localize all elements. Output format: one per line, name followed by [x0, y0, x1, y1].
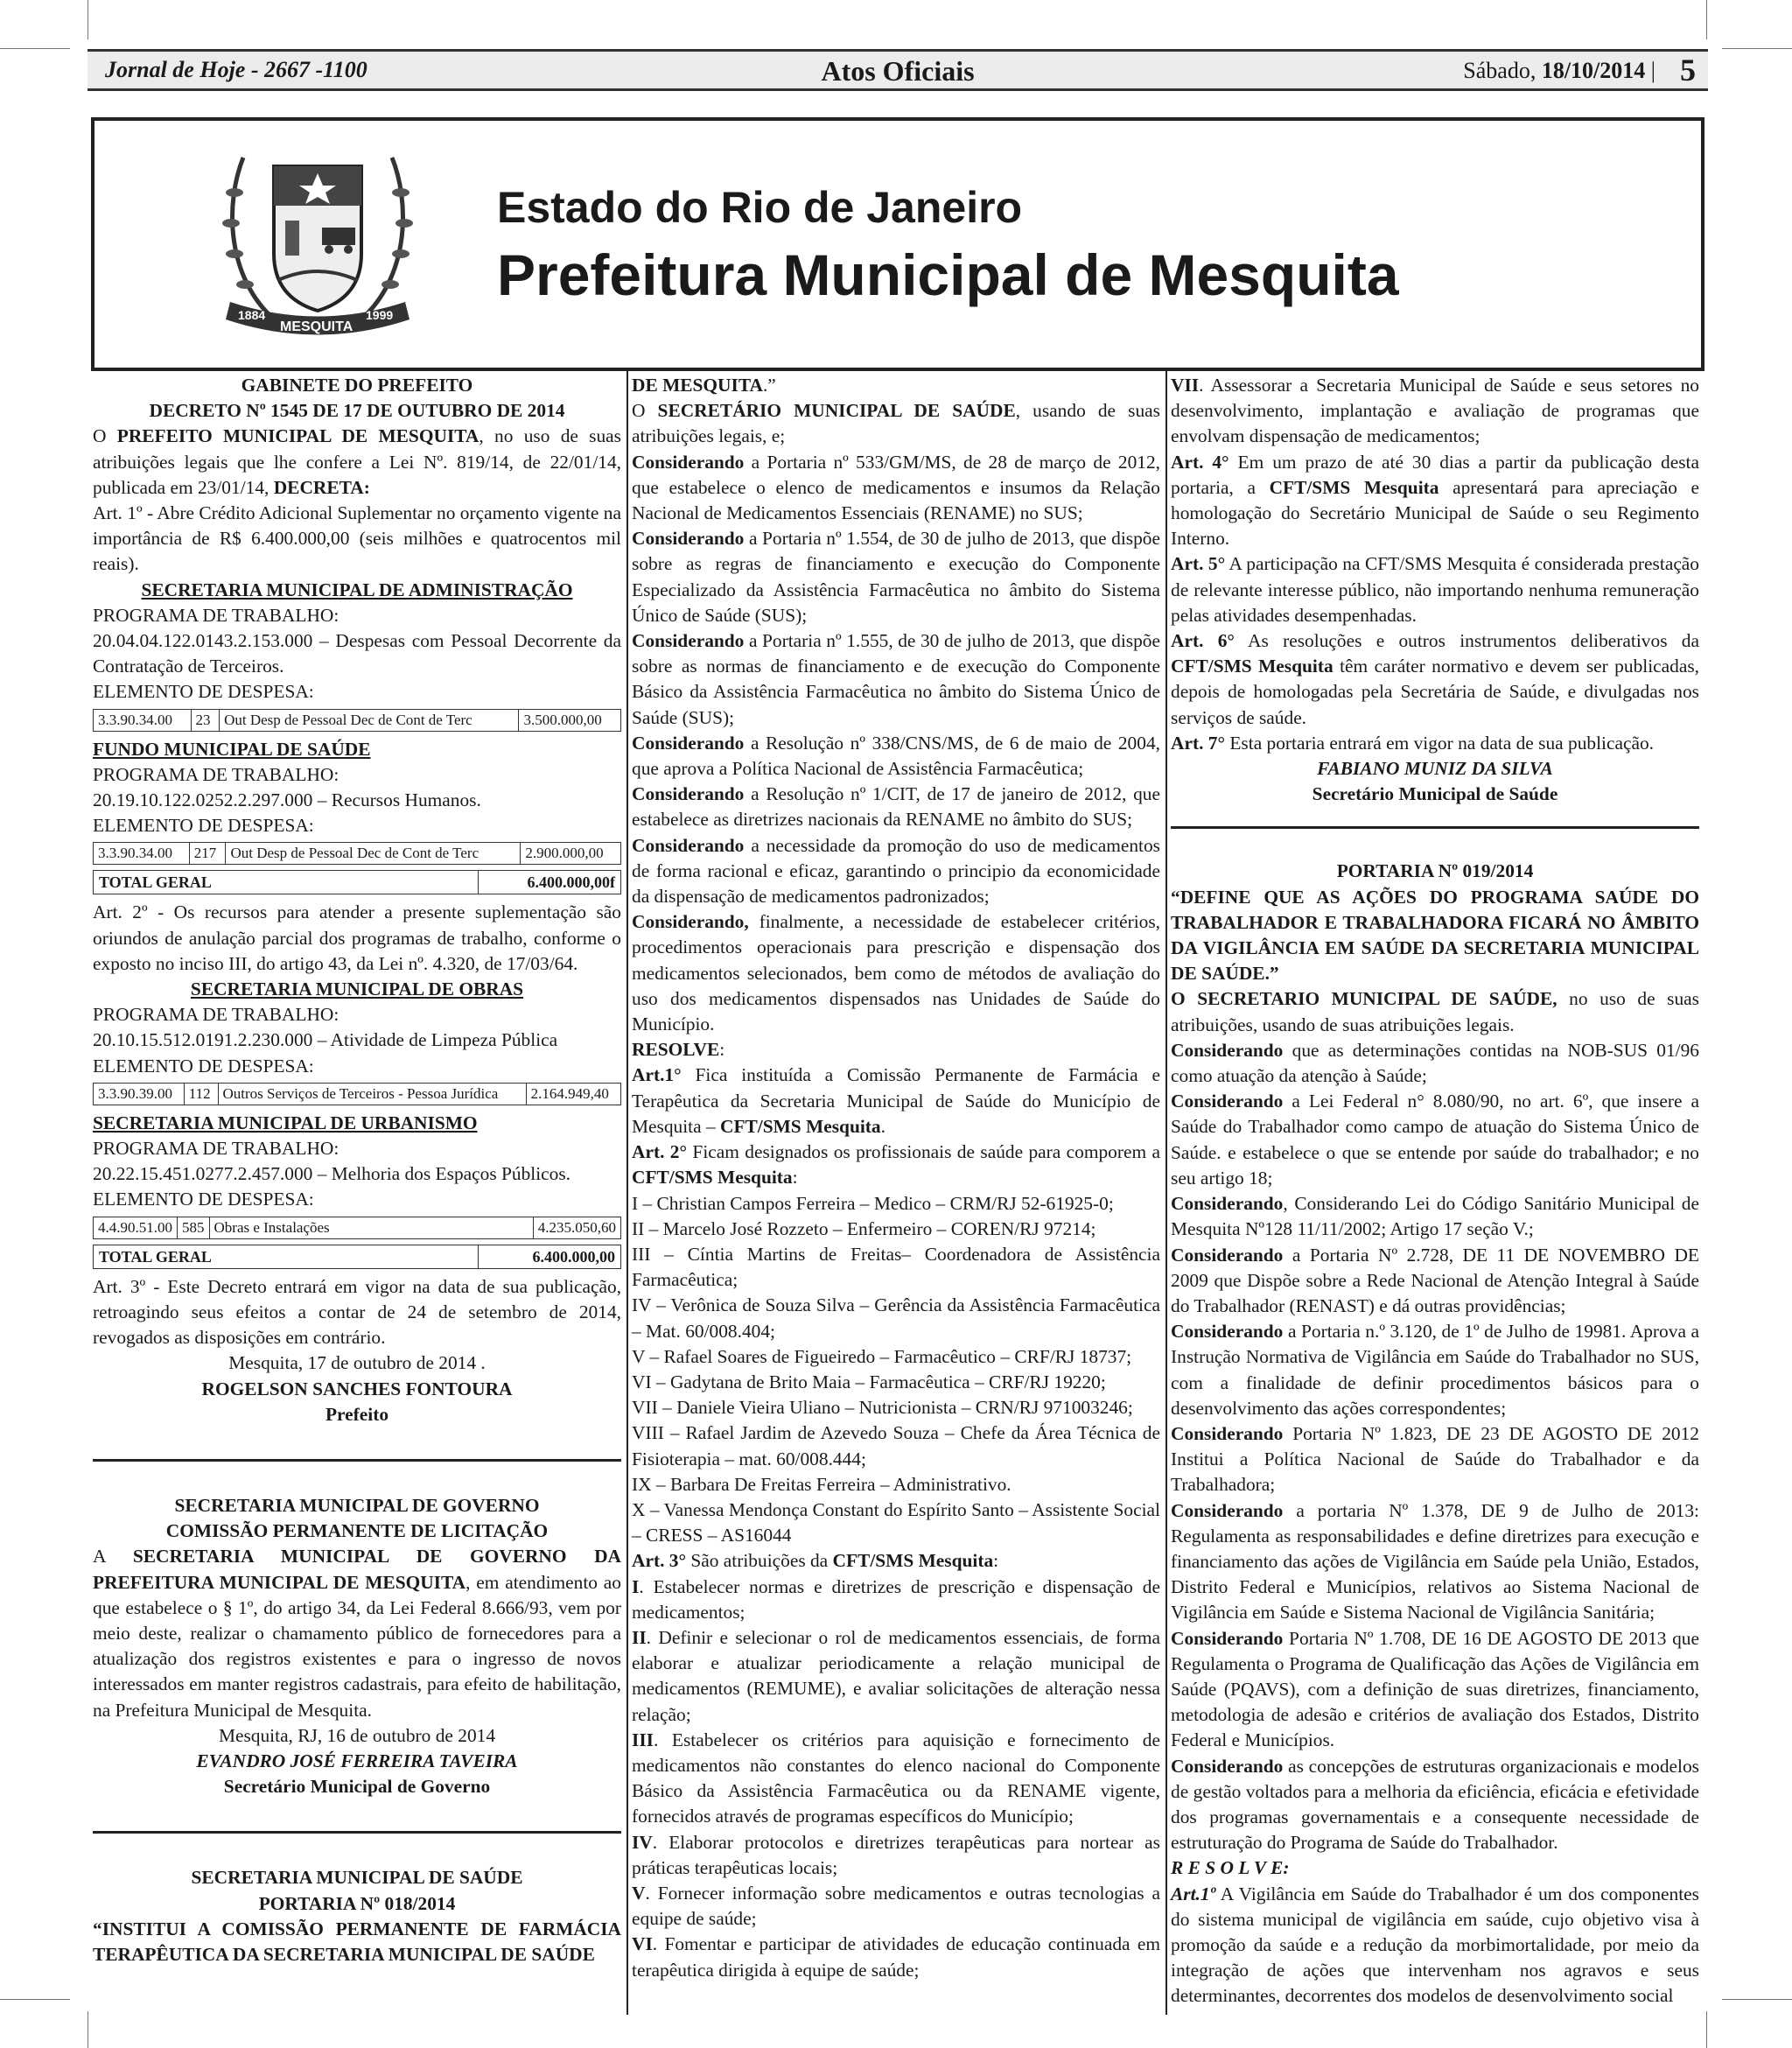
header-date: Sábado, 18/10/2014 | [1463, 58, 1656, 83]
label: ELEMENTO DE DESPESA: [93, 1055, 314, 1077]
paragraph: 20.04.04.122.0143.2.153.000 – Despesas com Pessoal Decorrente da Contratação de Terceiros. [93, 630, 621, 677]
considerando: Considerando, finalmente, a necessidade de estabelecer critérios, procedimentos operacionais para prescrição e dispensação dos medicamentos selecionados, bem como de métodos de avaliação do uso dos medicamentos dispensados nas Unidades de Saúde do Município. [632, 911, 1160, 1035]
article: Art. 6° As resoluções e outros instrumentos deliberativos da CFT/SMS Mesquita têm caráter normativo e devem ser publicadas, depois de homologadas pela Secretária de Saúde, e divulgadas nos serviços de saúde. [1171, 630, 1699, 728]
section-heading: SECRETARIA MUNICIPAL DE GOVERNO [174, 1494, 540, 1516]
page-number: 5 [1680, 53, 1696, 88]
considerando: Considerando Portaria Nº 1.823, DE 23 DE AGOSTO DE 2012 Institui a Política Nacional de Saúde do Trabalhador e da Trabalhadora; [1171, 1422, 1699, 1496]
list-item: IX – Barbara De Freitas Ferreira – Administrativo. [632, 1473, 1012, 1495]
ordinance-title-cont: DE MESQUITA.” [632, 375, 776, 396]
paragraph: O PREFEITO MUNICIPAL DE MESQUITA, no uso de suas atribuições legais que lhe confere a Lei Nº. 819/14, de 22/01/14, publicada em 23/01/14, DECRETA: [93, 425, 622, 498]
list-item: II – Marcelo José Rozzeto – Enfermeiro – COREN/RJ 97214; [632, 1217, 1096, 1239]
section-heading: SECRETARIA MUNICIPAL DE URBANISMO [93, 1112, 478, 1133]
decree-title: PORTARIA Nº 018/2014 [258, 1892, 456, 1914]
list-item: V. Fornecer informação sobre medicamentos e outras tecnologias a equipe de saúde; [632, 1882, 1160, 1930]
svg-text:MESQUITA: MESQUITA [280, 319, 354, 334]
column-3 [1171, 373, 1699, 2009]
label: PROGRAMA DE TRABALHO: [93, 604, 340, 626]
signature-role: Prefeito [325, 1403, 389, 1425]
paragraph: 20.19.10.122.0252.2.297.000 – Recursos Humanos. [93, 789, 481, 811]
place-date: Mesquita, 17 de outubro de 2014 . [228, 1352, 486, 1374]
total-table: TOTAL GERAL 6.400.000,00 [93, 1245, 621, 1269]
considerando: Considerando a Resolução nº 1/CIT, de 17 de janeiro de 2012, que estabelece as diretrizes nacionais da RENAME no âmbito do SUS; [632, 783, 1160, 831]
section-heading: SECRETARIA MUNICIPAL DE SAÚDE [191, 1867, 523, 1889]
list-item: III – Cíntia Martins de Freitas– Coordenadora de Assistência Farmacêutica; [632, 1243, 1160, 1291]
header-section-title: Atos Oficiais [821, 55, 975, 87]
section-heading: SECRETARIA MUNICIPAL DE OBRAS [190, 978, 524, 1000]
article: Art.1º A Vigilância em Saúde do Trabalhador é um dos componentes do sistema municipal de vigilância em saúde, cujo objetivo visa à promoção da saúde e a redução da morbimortalidade, por meio da integração de ações que intervenham nos agravos e seus determinantes, decorrentes dos modelos de desenvolvimento social [1171, 1883, 1699, 2007]
total-table: TOTAL GERAL 6.400.000,00f [93, 870, 621, 894]
header-publication: Jornal de Hoje - 2667 -1100 [105, 57, 368, 82]
considerando: Considerando a Lei Federal n° 8.080/90, no art. 6º, que insere a Saúde do Trabalhador como campo de atuação do Sistema Único de Saúde. e estabelece o que se entende por saúde do trabalhador; e no seu artigo 18; [1171, 1091, 1699, 1189]
label: PROGRAMA DE TRABALHO: [93, 1138, 340, 1160]
ordinance-title: “INSTITUI A COMISSÃO PERMANENTE DE FARMÁCIA TERAPÊUTICA DA SECRETARIA MUNICIPAL DE SAÚDE [93, 1918, 621, 1965]
crop-mark [0, 48, 70, 49]
decree-title: PORTARIA Nº 019/2014 [1336, 860, 1534, 882]
list-item: I – Christian Campos Ferreira – Medico – CRM/RJ 52-61925-0; [632, 1192, 1114, 1214]
section-heading: GABINETE DO PREFEITO [241, 375, 473, 396]
section-heading: FUNDO MUNICIPAL DE SAÚDE [93, 738, 371, 760]
masthead-banner [91, 117, 1704, 371]
list-item: V – Rafael Soares de Figueiredo – Farmacêutico – CRF/RJ 18737; [632, 1345, 1132, 1367]
paragraph: O SECRETARIO MUNICIPAL DE SAÚDE, no uso de suas atribuições, usando de suas atribuições legais. [1171, 988, 1699, 1035]
expense-table: 3.3.90.39.00 112 Outros Serviços de Terceiros - Pessoa Jurídica 2.164.949,40 [93, 1083, 621, 1105]
list-item: VII. Assessorar a Secretaria Municipal de Saúde e seus setores no desenvolvimento, implantação e avaliação de programas que envolvam dispensação de medicamentos; [1171, 375, 1699, 447]
crop-mark [1722, 48, 1792, 49]
considerando: Considerando a Portaria Nº 2.728, DE 11 DE NOVEMBRO DE 2009 que Dispõe sobre a Rede Nacional de Atenção Integral à Saúde do Trabalhador (RENAST) e dá outras providências; [1171, 1244, 1699, 1316]
list-item: III. Estabelecer os critérios para aquisição e fornecimento de medicamentos não constantes do elenco nacional do Componente Básico da Assistência Farmacêutica ou da RENAME vigente, fornecidos através de programas específicos do Município; [632, 1729, 1160, 1827]
paragraph: Art. 3º - Este Decreto entrará em vigor na data de sua publicação, retroagindo seus efeitos a contar de 24 de setembro de 2014, revogados as disposições em contrário. [93, 1275, 621, 1349]
column-2 [632, 373, 1160, 1983]
crop-mark [0, 1999, 70, 2000]
considerando: Considerando, Considerando Lei do Código Sanitário Municipal de Mesquita Nº128 11/11/2002; Artigo 17 seção V.; [1171, 1193, 1699, 1240]
list-item: VI. Fomentar e participar de atividades de educação continuada em terapêutica dirigida à equipe de saúde; [632, 1933, 1160, 1981]
considerando: Considerando as concepções de estruturas organizacionais e modelos de gestão voltados para a melhoria da eficiência, eficácia e efetividade dos programas governamentais e a consequente necessidade de estruturação do Programa de Saúde do Trabalhador. [1171, 1755, 1699, 1854]
column-divider [1166, 369, 1167, 2015]
label: ELEMENTO DE DESPESA: [93, 1189, 314, 1210]
signature-role: Secretário Municipal de Saúde [1312, 783, 1558, 805]
label: PROGRAMA DE TRABALHO: [93, 763, 340, 785]
expense-table: 3.3.90.34.00 217 Out Desp de Pessoal Dec de Cont de Terc 2.900.000,00 [93, 842, 621, 865]
considerando: Considerando Portaria Nº 1.708, DE 16 DE AGOSTO DE 2013 que Regulamenta o Programa de Qualificação das Ações de Vigilância em Saúde (PQAVS), com a definição de suas diretrizes, financiamento, metodologia de adesão e critérios de avaliação dos Estados, Distrito Federal e Municípios. [1171, 1627, 1699, 1751]
list-item: VIII – Rafael Jardim de Azevedo Souza – Chefe da Área Técnica de Fisioterapia – mat. 60/008.444; [632, 1422, 1160, 1469]
article: Art. 3° São atribuições da CFT/SMS Mesquita: [632, 1550, 999, 1572]
banner-city-hall: Prefeitura Municipal de Mesquita [497, 242, 1399, 307]
banner-state: Estado do Rio de Janeiro [497, 183, 1023, 232]
section-heading: SECRETARIA MUNICIPAL DE ADMINISTRAÇÃO [141, 579, 573, 600]
label: PROGRAMA DE TRABALHO: [93, 1004, 340, 1026]
list-item: II. Definir e selecionar o rol de medicamentos essenciais, de forma elaborar e atualizar periodicamente a relação municipal de medicamentos (REMUME), e avaliar solicitações de alteração nessa relação; [632, 1626, 1160, 1725]
list-item: VII – Daniele Vieira Uliano – Nutricionista – CRN/RJ 971003246; [632, 1397, 1133, 1419]
list-item: I. Estabelecer normas e diretrizes de prescrição e dispensação de medicamentos; [632, 1575, 1160, 1623]
paragraph: O SECRETÁRIO MUNICIPAL DE SAÚDE, usando de suas atribuições legais, e; [632, 400, 1160, 447]
paragraph: Art. 1º - Abre Crédito Adicional Suplementar no orçamento vigente na importância de R$ 6.400.000,00 (seis milhões e quatrocentos mil reais). [93, 502, 621, 575]
divider [93, 1459, 621, 1462]
divider [93, 1831, 621, 1834]
expense-table: 4.4.90.51.00 585 Obras e Instalações 4.235.050,60 [93, 1217, 621, 1239]
section-heading: COMISSÃO PERMANENTE DE LICITAÇÃO [165, 1520, 549, 1542]
considerando: Considerando a Portaria nº 533/GM/MS, de 28 de março de 2012, que estabelece o elenco de medicamentos e insumos da Relação Nacional de Medicamentos Essenciais (RENAME) no SUS; [632, 451, 1160, 524]
paragraph: A SECRETARIA MUNICIPAL DE GOVERNO DA PREFEITURA MUNICIPAL DE MESQUITA, em atendimento ao que estabelece o § 1º, do artigo 34, da Lei Federal 8.666/93, vem por meio deste, realizar o chamamento público de fornecedores para a atualização dos registros existentes e para o ingresso de novos interessados em manter registros cadastrais, para efeito de habilitação, na Prefeitura Municipal de Mesquita. [93, 1546, 621, 1721]
signature-role: Secretário Municipal de Governo [223, 1776, 491, 1798]
article: Art. 7° Esta portaria entrará em vigor na data de sua publicação. [1171, 732, 1654, 754]
considerando: Considerando que as determinações contidas na NOB-SUS 01/96 como atuação da atenção à Saúde; [1171, 1039, 1699, 1087]
paragraph: Art. 2º - Os recursos para atender a presente suplementação são oriundos de anulação parcial dos programas de trabalho, conforme o exposto no inciso III, do artigo 43, da Lei nº. 4.320, de 17/03/64. [93, 901, 621, 974]
coat-of-arms-icon [208, 140, 427, 350]
decree-title: DECRETO Nº 1545 DE 17 DE OUTUBRO DE 2014 [149, 400, 565, 422]
considerando: Considerando a Portaria nº 1.554, de 30 de julho de 2013, que dispõe sobre as regras de financiamento e execução do Componente Especializado da Assistência Farmacêutica no âmbito do Sistema Único de Saúde (SUS); [632, 528, 1160, 626]
considerando: Considerando a Portaria nº 1.555, de 30 de julho de 2013, que dispõe sobre as normas de financiamento e de execução do Componente Básico da Assistência Farmacêutica no âmbito do Sistema Único de Saúde (SUS); [632, 630, 1160, 728]
paragraph: 20.22.15.451.0277.2.457.000 – Melhoria dos Espaços Públicos. [93, 1163, 571, 1185]
resolve-heading: R E S O L V E: [1171, 1857, 1290, 1879]
place-date: Mesquita, RJ, 16 de outubro de 2014 [218, 1724, 496, 1746]
considerando: Considerando a portaria Nº 1.378, DE 9 de Julho de 2013: Regulamenta as responsabilidades e define diretrizes para execução e financiamento das ações de Vigilância em Saúde pela União, Estados, Distrito Federal e Municípios, relativos ao Sistema Nacional de Vigilância em Saúde e Sistema Nacional de Vigilância Sanitária; [1171, 1499, 1699, 1624]
article: Art. 2° Ficam designados os profissionais de saúde para comporem a CFT/SMS Mesquita: [632, 1141, 1160, 1189]
divider [1171, 826, 1699, 829]
label: ELEMENTO DE DESPESA: [93, 815, 314, 837]
label: ELEMENTO DE DESPESA: [93, 681, 314, 703]
signature-name: EVANDRO JOSÉ FERREIRA TAVEIRA [196, 1750, 518, 1771]
list-item: VI – Gadytana de Brito Maia – Farmacêutica – CRF/RJ 19220; [632, 1371, 1106, 1392]
considerando: Considerando a necessidade da promoção do uso de medicamentos de forma racional e eficaz, garantindo o principio da economicidade da dispensação de medicamentos padronizados; [632, 834, 1160, 908]
svg-text:1884: 1884 [238, 308, 266, 322]
article: Art. 5° A participação na CFT/SMS Mesquita é considerada prestação de relevante interesse público, não importando nenhuma remuneração pelas atividades desempenhadas. [1171, 553, 1699, 626]
crop-mark [1722, 1999, 1792, 2000]
column-1 [93, 373, 621, 1967]
list-item: IV. Elaborar protocolos e diretrizes terapêuticas para nortear as práticas terapêuticas locais; [632, 1831, 1160, 1878]
ordinance-title: “DEFINE QUE AS AÇÕES DO PROGRAMA SAÚDE DO TRABALHADOR E TRABALHADORA FICARÁ NO ÂMBITO DA VIGILÂNCIA EM SAÚDE DA SECRETARIA MUNICIPAL DE SAÚDE.” [1171, 886, 1699, 985]
article: Art.1° Fica instituída a Comissão Permanente de Farmácia e Terapêutica da Secretaria Municipal de Saúde do Município de Mesquita – CFT/SMS Mesquita. [632, 1064, 1160, 1137]
list-item: X – Vanessa Mendonça Constant do Espírito Santo – Assistente Social – CRESS – AS16044 [632, 1498, 1160, 1547]
signature-name: FABIANO MUNIZ DA SILVA [1317, 758, 1553, 780]
list-item: IV – Verônica de Souza Silva – Gerência da Assistência Farmacêutica – Mat. 60/008.404; [632, 1294, 1160, 1342]
crop-mark [1706, 2011, 1707, 2048]
considerando: Considerando a Resolução nº 338/CNS/MS, de 6 de maio de 2004, que aprova a Política Nacional de Assistência Farmacêutica; [632, 732, 1160, 780]
svg-text:1999: 1999 [366, 308, 394, 322]
expense-table: 3.3.90.34.00 23 Out Desp de Pessoal Dec de Cont de Terc 3.500.000,00 [93, 709, 621, 732]
considerando: Considerando a Portaria n.º 3.120, de 1º de Julho de 19981. Aprova a Instrução Normativa de Vigilância em Saúde do Trabalhador no SUS, com a finalidade de definir procedimentos básicos para o desenvolvimento das ações correspondentes; [1171, 1321, 1699, 1419]
resolve-heading: RESOLVE: [632, 1039, 725, 1061]
crop-mark [1706, 0, 1707, 39]
column-divider [626, 369, 628, 2015]
signature-name: ROGELSON SANCHES FONTOURA [201, 1378, 513, 1399]
paragraph: 20.10.15.512.0191.2.230.000 – Atividade de Limpeza Pública [93, 1029, 558, 1051]
article: Art. 4° Em um prazo de até 30 dias a partir da publicação desta portaria, a CFT/SMS Mesquita apresentará para apreciação e homologação do Secretário Municipal de Saúde o seu Regimento Interno. [1171, 451, 1699, 550]
page-header [88, 49, 1708, 91]
